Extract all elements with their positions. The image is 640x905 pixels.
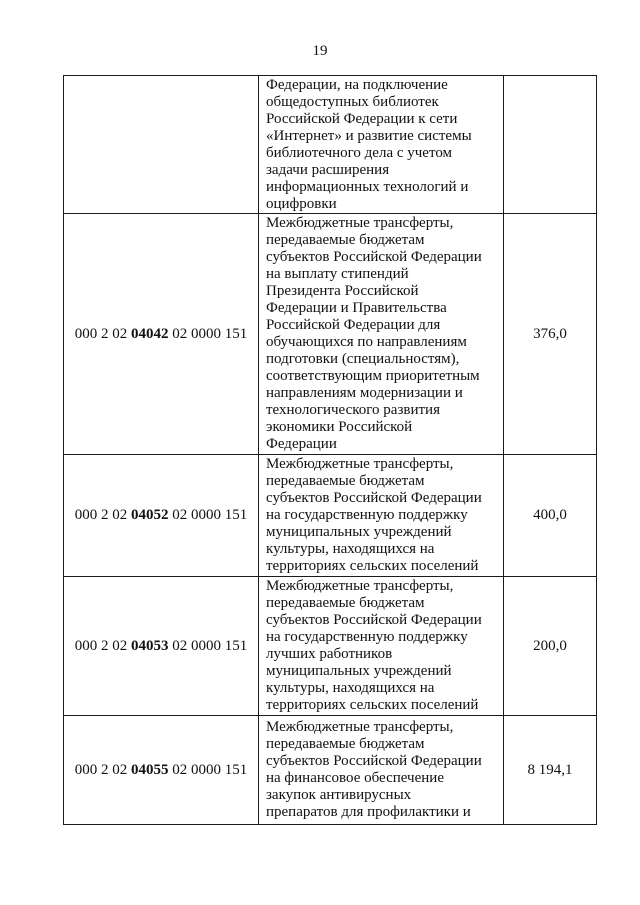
description-cell: [259, 577, 504, 716]
amount-cell: 376,0: [504, 214, 597, 455]
budget-table: [63, 75, 597, 825]
code-suffix: 02 0000 151: [168, 761, 248, 778]
budget-code-cell: [64, 577, 259, 716]
description-text: Межбюджетные трансферты, передаваемые бюджетам субъектов Российской Федерации на финансовое обеспечение закупок антивирусных препаратов для профилактики и: [266, 719, 482, 820]
code-group: 04055: [131, 761, 169, 778]
budget-code-cell: [64, 76, 259, 214]
amount-cell: 8 194,1: [504, 716, 597, 825]
budget-code-cell: [64, 455, 259, 577]
code-prefix: 000 2 02: [74, 507, 131, 523]
description-text: Межбюджетные трансферты, передаваемые бюджетам субъектов Российской Федерации на государственную поддержку лучших работников муниципальных учреждений культуры, находящихся на территориях сельских поселений: [266, 578, 482, 713]
table-row: [64, 577, 597, 716]
code-suffix: 02 0000 151: [168, 637, 248, 654]
code-prefix: 000 2 02: [74, 761, 131, 778]
table-row: [64, 214, 597, 455]
description-text: Межбюджетные трансферты, передаваемые бюджетам субъектов Российской Федерации на выплату стипендий Президента Российской Федерации и Правительства Российской Федерации для обучающихся по направлениям подготовки (специальностям), соответствующим приоритетным направлениям модернизации и технологического развития экономики Российской Федерации: [266, 215, 482, 452]
budget-code-cell: [64, 214, 259, 455]
description-cell: [259, 214, 504, 455]
description-cell: [259, 455, 504, 577]
amount-cell: 400,0: [504, 455, 597, 577]
description-text: Федерации, на подключение общедоступных библиотек Российской Федерации к сети «Интернет» и развитие системы библиотечного дела с учетом задачи расширения информационных технологий и оцифровки: [266, 76, 472, 212]
code-prefix: 000 2 02: [74, 325, 131, 342]
description-text: Межбюджетные трансферты, передаваемые бюджетам субъектов Российской Федерации на государственную поддержку муниципальных учреждений культуры, находящихся на территориях сельских поселений: [266, 456, 482, 574]
amount-cell: [504, 76, 597, 214]
code-group: 04052: [131, 507, 169, 523]
table-row: [64, 455, 597, 577]
description-cell: [259, 716, 504, 825]
code-group: 04053: [131, 637, 169, 654]
description-cell: [259, 76, 504, 214]
table-row: [64, 716, 597, 825]
code-suffix: 02 0000 151: [168, 325, 248, 342]
budget-code-cell: [64, 716, 259, 825]
code-prefix: 000 2 02: [74, 637, 131, 654]
amount-cell: 200,0: [504, 577, 597, 716]
code-group: 04042: [131, 325, 169, 342]
table-row: [64, 76, 597, 214]
code-suffix: 02 0000 151: [168, 507, 248, 523]
page-number: 19: [312, 43, 328, 59]
